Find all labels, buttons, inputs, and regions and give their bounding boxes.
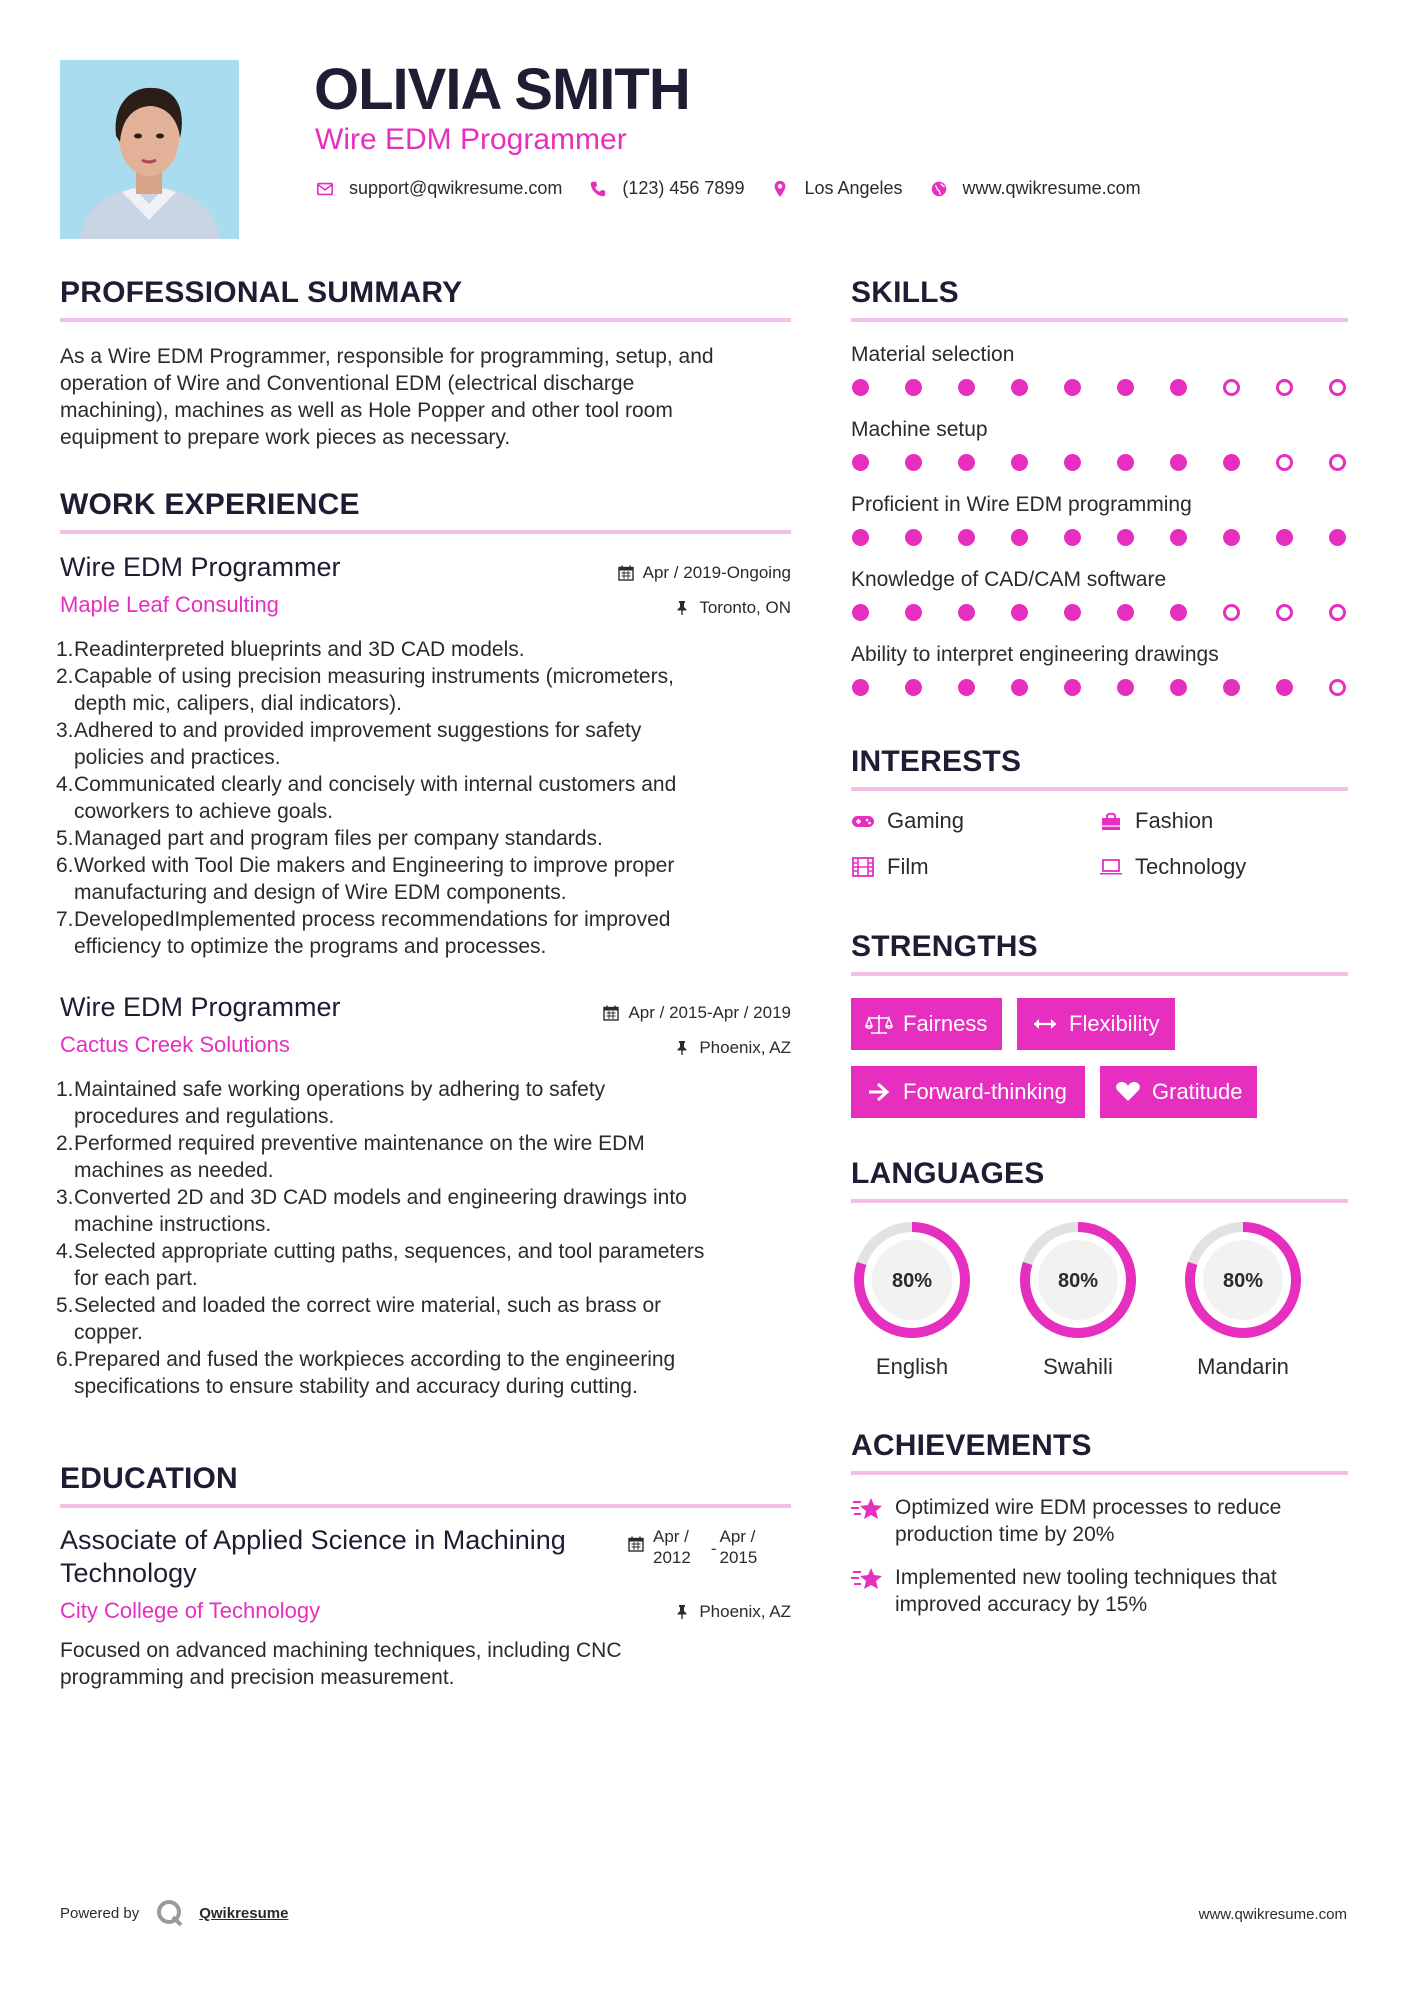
rating-dot-filled <box>1011 529 1028 546</box>
rating-dot-filled <box>1117 679 1134 696</box>
job-location-text: Phoenix, AZ <box>699 1038 791 1057</box>
rating-dot-filled <box>958 679 975 696</box>
footer-website[interactable]: www.qwikresume.com <box>1198 1906 1347 1923</box>
achievement-item: Optimized wire EDM processes to reduce production time by 20% <box>851 1494 1348 1548</box>
strength-label: Forward-thinking <box>903 1079 1067 1104</box>
list-item: 5. Managed part and program files per company standards. <box>56 827 603 850</box>
rating-dot-filled <box>1170 679 1187 696</box>
job-duties-list <box>56 636 801 960</box>
achievement-item: Implemented new tooling techniques that improved accuracy by 15% <box>851 1564 1348 1618</box>
strength-fairness <box>851 998 1002 1050</box>
language-percent-label: 80% <box>891 1270 933 1292</box>
job-date-text: Apr / 2015-Apr / 2019 <box>628 1003 791 1022</box>
interest-label: Technology <box>1135 854 1247 879</box>
rating-dot-empty <box>1276 379 1293 396</box>
language-name: Mandarin <box>1197 1354 1289 1379</box>
skill-name: Proficient in Wire EDM programming <box>851 493 1192 516</box>
envelope-icon <box>315 179 335 199</box>
rating-dot-filled <box>852 529 869 546</box>
phone-text: (123) 456 7899 <box>622 178 745 198</box>
strength-label: Gratitude <box>1152 1079 1243 1104</box>
arrows-horizontal-icon <box>1031 1013 1059 1035</box>
rating-dot-filled <box>1117 379 1134 396</box>
calendar-icon <box>618 565 634 581</box>
rating-dot-filled <box>1223 454 1240 471</box>
balance-scale-icon <box>865 1013 893 1035</box>
education-location <box>674 1602 791 1622</box>
education-description: Focused on advanced machining techniques, including CNC programming and precision measurement. <box>60 1639 622 1689</box>
interests-heading: INTERESTS <box>851 745 1022 778</box>
interest-fashion <box>1099 808 1213 834</box>
footer-powered-by <box>60 1898 288 1928</box>
rating-dot-filled <box>958 454 975 471</box>
rating-dot-empty <box>1276 454 1293 471</box>
rating-dot-filled <box>905 679 922 696</box>
experience-divider <box>60 530 791 534</box>
interest-label: Gaming <box>887 808 965 833</box>
skill-rating <box>852 604 1346 621</box>
calendar-icon <box>603 1005 619 1021</box>
laptop-icon <box>1099 857 1123 877</box>
email-text: support@qwikresume.com <box>349 178 563 198</box>
interest-label: Film <box>887 854 929 879</box>
rating-dot-empty <box>1276 604 1293 621</box>
school-name: City College of Technology <box>60 1598 321 1623</box>
job-title: Wire EDM Programmer <box>60 552 341 582</box>
rating-dot-empty <box>1329 679 1346 696</box>
skill-name: Knowledge of CAD/CAM software <box>851 568 1167 591</box>
languages-divider <box>851 1199 1348 1203</box>
list-item: 7. DevelopedImplemented process recommendations for improved efficiency to optimize the programs and processes. <box>56 908 671 958</box>
achievements-heading: ACHIEVEMENTS <box>851 1429 1092 1462</box>
skill-name: Ability to interpret engineering drawings <box>851 643 1219 666</box>
date-end: Apr / 2015 <box>719 1527 758 1567</box>
rating-dot-filled <box>1064 454 1081 471</box>
powered-by-text: Powered by <box>60 1904 140 1922</box>
rating-dot-filled <box>1011 379 1028 396</box>
rating-dot-filled <box>1170 604 1187 621</box>
job-location-text: Toronto, ON <box>699 598 791 617</box>
rating-dot-filled <box>1223 679 1240 696</box>
skill-rating <box>852 679 1346 696</box>
pushpin-icon <box>674 1040 690 1056</box>
list-item: 1. Readinterpreted blueprints and 3D CAD models. <box>56 638 525 661</box>
shooting-star-icon <box>851 1564 885 1592</box>
language-item <box>850 1218 974 1380</box>
job-duties-list <box>56 1076 801 1400</box>
list-item: 2. Capable of using precision measuring instruments (micrometers, depth mic, calipers, dial indicators). <box>56 665 674 715</box>
list-item: 2. Performed required preventive maintenance on the wire EDM machines as needed. <box>56 1132 645 1182</box>
rating-dot-filled <box>905 604 922 621</box>
rating-dot-filled <box>1117 454 1134 471</box>
list-item: 3. Converted 2D and 3D CAD models and engineering drawings into machine instructions. <box>56 1186 687 1236</box>
summary-line: equipment to prepare work pieces as necessary. <box>60 426 511 449</box>
interest-gaming <box>851 808 964 834</box>
date-start: Apr / 2012 <box>653 1527 691 1567</box>
skill-rating <box>852 379 1346 396</box>
summary-heading: PROFESSIONAL SUMMARY <box>60 276 463 309</box>
skills-divider <box>851 318 1348 322</box>
contact-phone[interactable] <box>588 178 744 199</box>
skills-heading: SKILLS <box>851 276 959 309</box>
skill-name: Material selection <box>851 343 1015 366</box>
contact-email[interactable] <box>315 178 562 199</box>
rating-dot-filled <box>1329 529 1346 546</box>
contact-location <box>770 178 902 199</box>
calendar-icon <box>628 1536 644 1552</box>
strengths-heading: STRENGTHS <box>851 930 1038 963</box>
date-separator: - <box>710 1539 717 1558</box>
job-title: Wire EDM Programmer <box>60 992 341 1022</box>
globe-icon <box>929 179 949 199</box>
job-location <box>674 598 791 618</box>
shooting-star-icon <box>851 1494 885 1522</box>
map-pin-icon <box>770 179 790 199</box>
rating-dot-filled <box>1064 379 1081 396</box>
education-date <box>628 1526 757 1568</box>
heart-icon <box>1114 1081 1142 1103</box>
profile-photo <box>60 60 239 239</box>
job-date <box>603 1003 791 1023</box>
interests-divider <box>851 787 1348 791</box>
rating-dot-filled <box>958 529 975 546</box>
summary-line: As a Wire EDM Programmer, responsible for programming, setup, and <box>60 345 714 368</box>
pushpin-icon <box>674 600 690 616</box>
rating-dot-filled <box>852 604 869 621</box>
rating-dot-filled <box>1170 454 1187 471</box>
job-company: Cactus Creek Solutions <box>60 1032 290 1057</box>
list-item: 6. Prepared and fused the workpieces according to the engineering specifications to ensure stability and accuracy during cutting. <box>56 1348 676 1398</box>
job-location <box>674 1038 791 1058</box>
portrait-image <box>60 60 239 239</box>
rating-dot-empty <box>1329 379 1346 396</box>
rating-dot-filled <box>1011 679 1028 696</box>
candidate-title: Wire EDM Programmer <box>315 123 627 156</box>
achievements-divider <box>851 1471 1348 1475</box>
rating-dot-filled <box>1117 529 1134 546</box>
summary-text <box>60 343 800 451</box>
list-item: 4. Selected appropriate cutting paths, sequences, and tool parameters for each part. <box>56 1240 705 1290</box>
list-item: 6. Worked with Tool Die makers and Engineering to improve proper manufacturing and design of Wire EDM components. <box>56 854 675 904</box>
skill-rating <box>852 529 1346 546</box>
location-text: Los Angeles <box>804 178 903 198</box>
list-item: 3. Adhered to and provided improvement suggestions for safety policies and practices. <box>56 719 642 769</box>
language-name: English <box>875 1354 949 1379</box>
degree-title: Associate of Applied Science in Machining Technology <box>60 1525 566 1588</box>
language-proficiency-ring <box>850 1218 974 1342</box>
strength-forward-thinking <box>851 1066 1085 1118</box>
rating-dot-empty <box>1223 604 1240 621</box>
education-location-text: Phoenix, AZ <box>699 1602 791 1621</box>
arrow-right-icon <box>865 1081 893 1103</box>
job-date-text: Apr / 2019-Ongoing <box>642 563 791 582</box>
rating-dot-filled <box>1064 529 1081 546</box>
qwikresume-logo-icon <box>155 1898 185 1928</box>
summary-line: machining), machines as well as Hole Popper and other tool room <box>60 399 673 422</box>
language-proficiency-ring <box>1181 1218 1305 1342</box>
rating-dot-empty <box>1329 604 1346 621</box>
job-date <box>618 563 791 583</box>
language-percent-label: 80% <box>1222 1270 1264 1292</box>
qwikresume-link[interactable]: Qwikresume <box>199 1904 289 1922</box>
rating-dot-filled <box>1064 679 1081 696</box>
summary-divider <box>60 318 791 322</box>
contact-bar <box>315 178 1167 199</box>
skill-name: Machine setup <box>851 418 988 441</box>
strength-label: Flexibility <box>1069 1011 1160 1036</box>
candidate-name: OLIVIA SMITH <box>314 57 690 122</box>
language-percent-label: 80% <box>1057 1270 1099 1292</box>
rating-dot-filled <box>852 679 869 696</box>
interest-label: Fashion <box>1135 808 1214 833</box>
list-item: 1. Maintained safe working operations by adhering to safety procedures and regulations. <box>56 1078 606 1128</box>
job-company: Maple Leaf Consulting <box>60 592 279 617</box>
film-icon <box>851 857 875 877</box>
summary-line: operation of Wire and Conventional EDM (electrical discharge <box>60 372 635 395</box>
language-proficiency-ring <box>1016 1218 1140 1342</box>
rating-dot-filled <box>1011 604 1028 621</box>
rating-dot-filled <box>905 454 922 471</box>
strength-gratitude <box>1100 1066 1257 1118</box>
rating-dot-filled <box>958 604 975 621</box>
language-name: Swahili <box>1043 1354 1113 1379</box>
list-item: 4. Communicated clearly and concisely with internal customers and coworkers to achieve goals. <box>56 773 677 823</box>
rating-dot-filled <box>905 379 922 396</box>
rating-dot-empty <box>1329 454 1346 471</box>
rating-dot-filled <box>1170 529 1187 546</box>
rating-dot-filled <box>1223 529 1240 546</box>
contact-website[interactable] <box>929 178 1141 199</box>
rating-dot-filled <box>852 454 869 471</box>
rating-dot-filled <box>1170 379 1187 396</box>
website-text: www.qwikresume.com <box>962 178 1141 198</box>
phone-icon <box>588 179 608 199</box>
skill-rating <box>852 454 1346 471</box>
pushpin-icon <box>674 1604 690 1620</box>
rating-dot-filled <box>958 379 975 396</box>
education-divider <box>60 1504 791 1508</box>
interest-film <box>851 854 929 880</box>
gamepad-icon <box>851 811 875 831</box>
rating-dot-filled <box>1117 604 1134 621</box>
language-item <box>1016 1218 1140 1380</box>
language-item <box>1181 1218 1305 1380</box>
education-heading: EDUCATION <box>60 1462 238 1495</box>
strength-flexibility <box>1017 998 1175 1050</box>
rating-dot-filled <box>1011 454 1028 471</box>
rating-dot-filled <box>1064 604 1081 621</box>
rating-dot-filled <box>905 529 922 546</box>
strength-label: Fairness <box>903 1011 988 1036</box>
rating-dot-filled <box>1276 679 1293 696</box>
interest-technology <box>1099 854 1246 880</box>
rating-dot-empty <box>1223 379 1240 396</box>
experience-heading: WORK EXPERIENCE <box>60 488 360 521</box>
list-item: 5. Selected and loaded the correct wire material, such as brass or copper. <box>56 1294 662 1344</box>
shopping-bag-icon <box>1099 811 1123 831</box>
languages-heading: LANGUAGES <box>851 1157 1045 1190</box>
strengths-divider <box>851 972 1348 976</box>
rating-dot-filled <box>1276 529 1293 546</box>
rating-dot-filled <box>852 379 869 396</box>
